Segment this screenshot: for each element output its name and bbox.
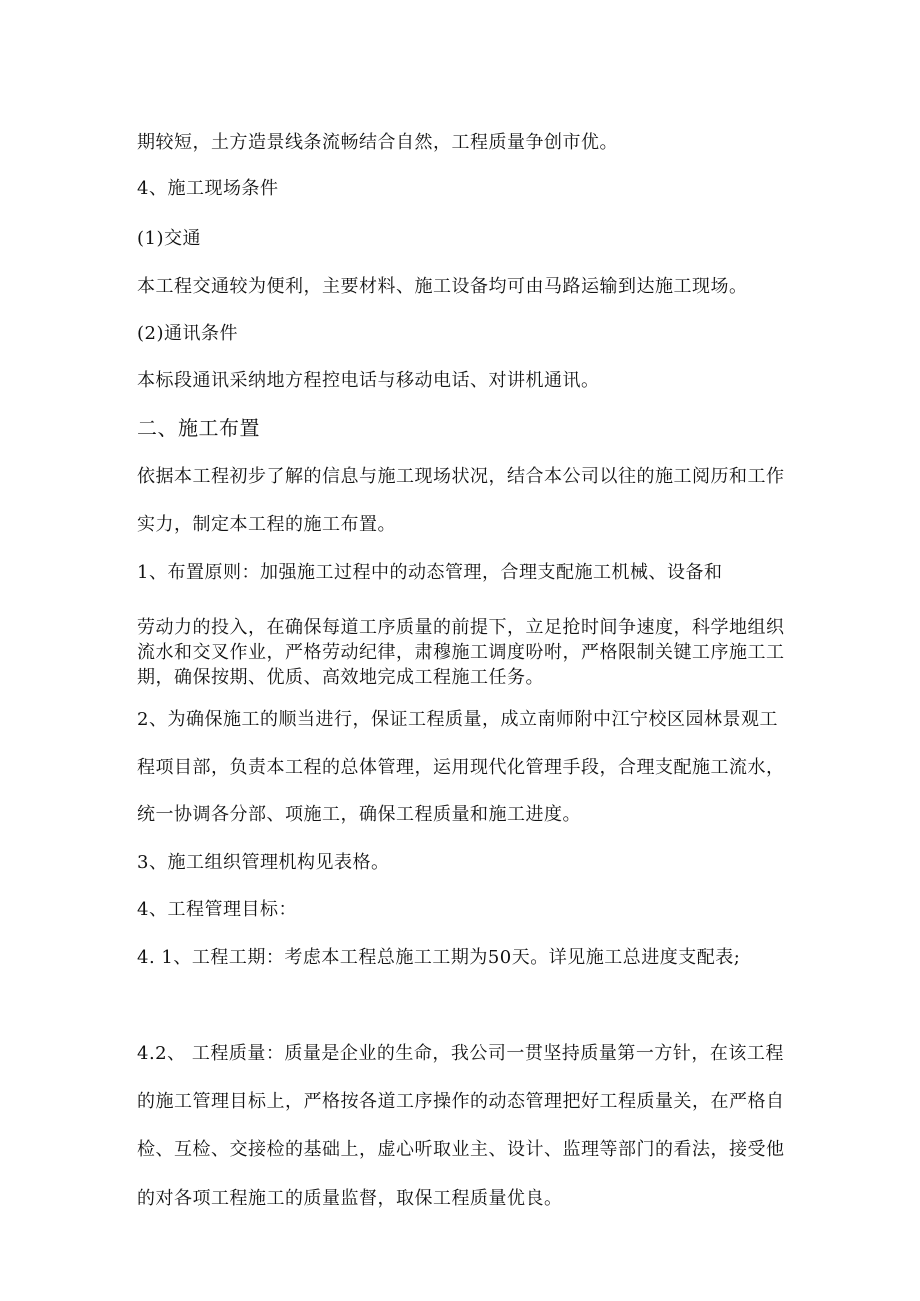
- text-line-principle-1: 1、布置原则：加强施工过程中的动态管理，合理支配施工机械、设备和: [137, 562, 723, 583]
- text-line-org-table: 3、施工组织管理机构见表格。: [137, 852, 390, 873]
- subheading-communication: (2)通讯条件: [137, 323, 238, 344]
- text-line-project-dept-2: 程项目部，负责本工程的总体管理，运用现代化管理手段，合理支配施工流水，: [137, 757, 785, 778]
- text-line-schedule-goal: 4. 1、工程工期：考虑本工程总施工工期为50天。详见施工总进度支配表;: [137, 947, 741, 968]
- text-line-communication: 本标段通讯采纳地方程控电话与移动电话、对讲机通讯。: [137, 370, 600, 391]
- section-heading-site-conditions: 4、施工现场条件: [137, 178, 279, 199]
- text-line-quality-2: 的施工管理目标上，严格按各道工序操作的动态管理把好工程质量关，在严格自: [137, 1091, 785, 1112]
- text-line-quality-1: 4.2、 工程质量：质量是企业的生命，我公司一贯坚持质量第一方针，在该工程: [137, 1043, 784, 1064]
- text-line-principle-3: 流水和交叉作业，严格劳动纪律，肃穆施工调度吩咐，严格限制关键工序施工工: [137, 642, 785, 663]
- text-line-quality-3: 检、互检、交接检的基础上，虚心听取业主、设计、监理等部门的看法，接受他: [137, 1139, 785, 1160]
- text-line-principle-2: 劳动力的投入，在确保每道工序质量的前提下，立足抢时间争速度，科学地组织: [137, 617, 785, 638]
- section-heading-management-goals: 4、工程管理目标：: [137, 899, 297, 920]
- section-heading-construction-layout: 二、施工布置: [137, 416, 260, 440]
- subheading-traffic: (1)交通: [137, 228, 201, 249]
- text-line-layout-2: 实力，制定本工程的施工布置。: [137, 514, 396, 535]
- text-line-principle-4: 期，确保按期、优质、高效地完成工程施工任务。: [137, 667, 544, 688]
- text-line-project-dept-1: 2、为确保施工的顺当进行，保证工程质量，成立南师附中江宁校区园林景观工: [137, 709, 778, 730]
- text-line-quality-4: 的对各项工程施工的质量监督，取保工程质量优良。: [137, 1188, 563, 1209]
- text-line-1: 期较短，土方造景线条流畅结合自然，工程质量争创市优。: [137, 132, 618, 153]
- text-line-project-dept-3: 统一协调各分部、项施工，确保工程质量和施工进度。: [137, 804, 581, 825]
- text-line-traffic: 本工程交通较为便利，主要材料、施工设备均可由马路运输到达施工现场。: [137, 276, 748, 297]
- text-line-layout-1: 依据本工程初步了解的信息与施工现场状况，结合本公司以往的施工阅历和工作: [137, 466, 785, 487]
